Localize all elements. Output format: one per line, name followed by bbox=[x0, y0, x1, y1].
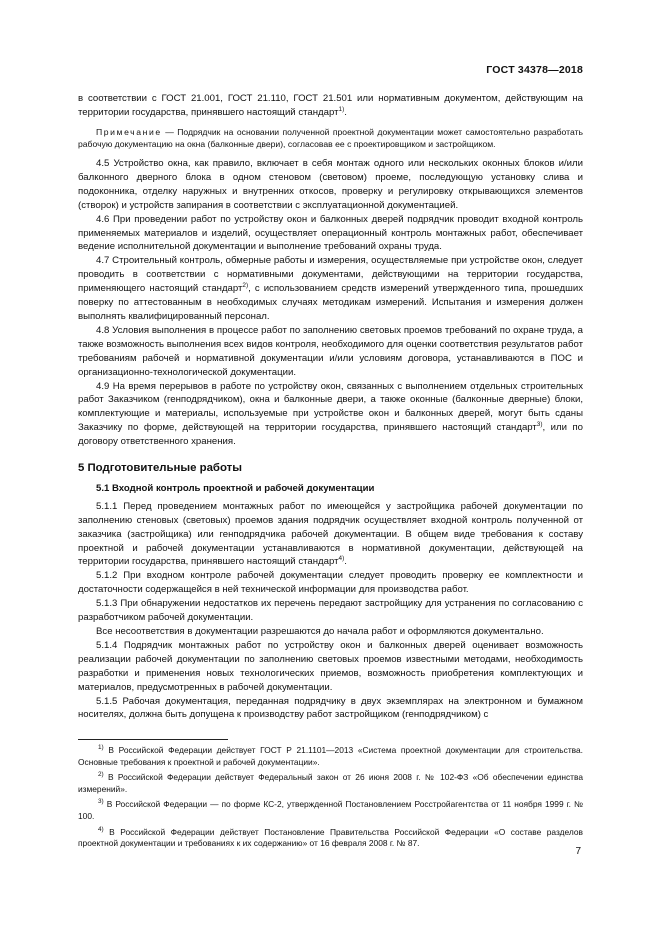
clause-4-6: 4.6 При проведении работ по устройству окон и балконных дверей подрядчик проводит входной контроль применяемых материалов и изделий, осуществляет операционный контроль монтажных работ, обеспечивает ведение исполнительной документации и выполнение требований охраны труда. bbox=[78, 213, 583, 253]
clause-4-5: 4.5 Устройство окна, как правило, включает в себя монтаж одного или нескольких оконных блоков и/или балконного дверного блока в одном стеновом (световом) проеме, последующую установку слива и подоконника, отделку наружных и внутренних откосов, проверку и регулировку открывающихся элементов (створок) и устройств запирания в соответствии с эксплуатационной документацией. bbox=[78, 158, 583, 211]
note-paragraph: Примечание — Подрядчик на основании полученной проектной документации может самостоятельно разработать рабочую документацию на окна (балконные двери), согласовав ее с проектировщиком и застройщиком. bbox=[78, 126, 583, 150]
page-number: 7 bbox=[575, 846, 581, 857]
footnote-4: $^{4)}$ В Российской Федерации действует Постановление Правительства Российской Федерации «О составе разделов проектной документации и требованиях к их содержанию» от 16 февраля 2008 г. № 87. bbox=[78, 825, 583, 849]
clause-all-discrepancies: Все несоответствия в документации разрешаются до начала работ и оформляются документально. bbox=[96, 626, 544, 637]
clause-4-9: 4.9 На время перерывов в работе по устройству окон, связанных с выполнением отдельных строительных работ Заказчиком (генподрядчиком), окна и балконные двери, а также оконные (балконные дверные) блоки, комплектующие и материалы, используемые при устройстве окон и балконных дверей, могут быть сданы Заказчику по форме, действующей на территории государства, принявшего настоящий стандарт$^{3)}$, или по договору ответственного хранения. bbox=[78, 380, 583, 448]
clause-4-7: 4.7 Строительный контроль, обмерные работы и измерения, осуществляемые при устройстве окон, следует проводить в соответствии с нормативными документами, действующими на территории государства, применяющего настоящий стандарт$^{2)}$, с использованием средств измерений утвержденного типа, прошедших поверку по аттестованным в необходимых случаях методикам измерений. Испытания и измерения должен выполнять квалифицированный персонал. bbox=[78, 255, 583, 322]
intro-paragraph: в соответствии с ГОСТ 21.001, ГОСТ 21.110, ГОСТ 21.501 или нормативным документом, действующим на территории государства, принявшего настоящий стандарт$^{1)}$. bbox=[78, 93, 583, 118]
footnote-separator bbox=[78, 739, 228, 740]
footnote-2: $^{2)}$ В Российской Федерации действует Федеральный закон от 26 июня 2008 г. № 102-ФЗ «Об обеспечении единства измерений». bbox=[78, 771, 583, 794]
clause-5-1-1: 5.1.1 Перед проведением монтажных работ по имеющейся у застройщика рабочей документации по заполнению стеновых (световых) проемов здания подрядчик осуществляет входной контроль полученной от заказчика (застройщика) или генподрядчика рабочей документации. В общем виде требования к составу проектной и рабочей документации устанавливаются в нормативной документации, действующей на территории государства, принявшего настоящий стандарт$^{4)}$. bbox=[78, 500, 583, 568]
body-text bbox=[78, 92, 583, 722]
clause-5-1-2: 5.1.2 При входном контроле рабочей документации следует проводить проверку ее комплектности и достаточности содержащейся в ней технической информации для производства работ. bbox=[78, 570, 583, 596]
running-header: ГОСТ 34378—2018 bbox=[486, 64, 583, 76]
note-label: Примечание bbox=[96, 126, 162, 137]
clause-4-8: 4.8 Условия выполнения в процессе работ по заполнению световых проемов требований по охране труда, а также возможность выполнения всех видов контроля, необходимого для оценки соответствия результатов работ требованиям рабочей и нормативной документации и/или условиям договора, устанавливаются в ПОС и организационно-технологической документации. bbox=[78, 324, 583, 378]
footnotes bbox=[78, 745, 583, 854]
clause-5-1-4: 5.1.4 Подрядчик монтажных работ по устройству окон и балконных дверей оценивает возможность реализации рабочей документации по заполнению световых проемов известными методами, необходимость разработки и применения новых технологических приемов, возможность приобретения комплектующих и материалов, предусмотренных в рабочей документации. bbox=[78, 639, 583, 693]
footnote-ref: 4) bbox=[338, 555, 345, 563]
clause-5-1-3: 5.1.3 При обнаружении недостатков их перечень передают застройщику для устранения по согласованию с разработчиком рабочей документации. bbox=[78, 598, 583, 624]
footnote-3: $^{3)}$ В Российской Федерации — по форме КС-2, утвержденной Постановлением Росстройагентства от 11 ноября 1999 г. № 100. bbox=[78, 798, 583, 821]
footnote-ref: 3) bbox=[536, 421, 543, 429]
section-5-heading: 5 Подготовительные работы bbox=[78, 462, 242, 475]
subsection-5-1-heading: 5.1 Входной контроль проектной и рабочей документации bbox=[96, 482, 375, 494]
footnote-ref: 1) bbox=[338, 105, 345, 113]
footnote-1: $^{1)}$ В Российской Федерации действует ГОСТ Р 21.1101—2013 «Система проектной документации для строительства. Основные требования к проектной и рабочей документации». bbox=[78, 744, 583, 767]
footnote-ref: 2) bbox=[242, 282, 249, 290]
clause-5-1-5: 5.1.5 Рабочая документация, переданная подрядчику в двух экземплярах на электронном и бумажном носителях, должна быть допущена к производству работ застройщиком (генподрядчиком) с bbox=[78, 695, 583, 721]
